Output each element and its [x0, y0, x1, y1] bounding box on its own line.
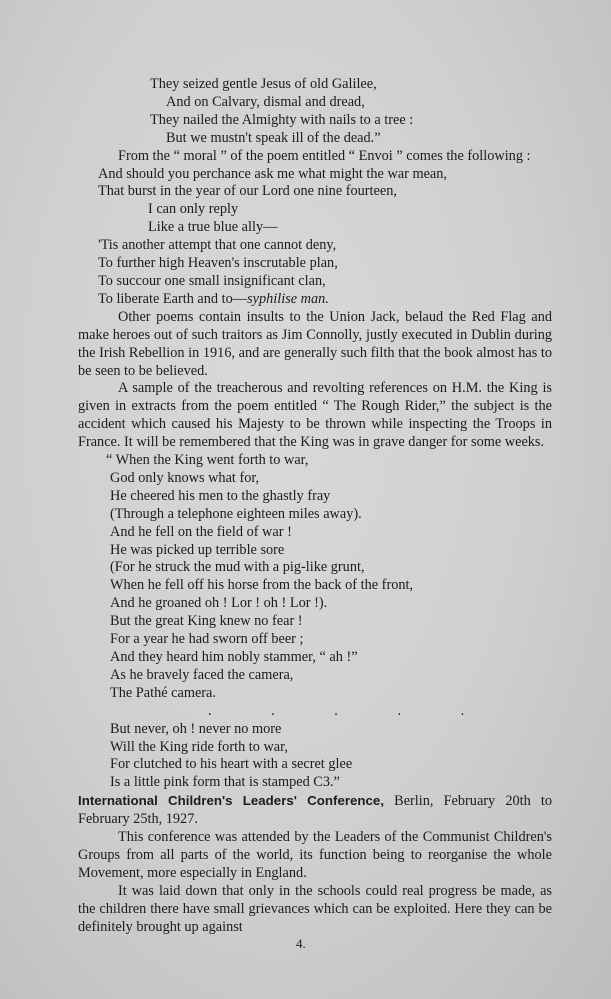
poem-line: And on Calvary, dismal and dread,: [166, 93, 365, 110]
poem-line: And they heard him nobly stammer, “ ah !”: [110, 649, 358, 665]
poem-line: Will the King ride forth to war,: [110, 738, 288, 755]
ellipsis-separator: . . . . .: [208, 702, 493, 719]
poem-crucifixion-stanza: [78, 76, 552, 148]
poem-line: They seized gentle Jesus of old Galilee,: [150, 76, 377, 92]
poem-line: To further high Heaven's inscrutable plan,: [98, 255, 338, 272]
poem-envoi-stanza: [78, 166, 552, 309]
paragraph-king: A sample of the treacherous and revolting references on H.M. the King is given in extracts from the poem entitled “ The Rough Rider,” the subject is the accident which caused his Majesty to be thrown while inspecting the Troops in France. It will be remembered that the King was in grave danger for some weeks.: [78, 380, 552, 451]
poem-line: (Through a telephone eighteen miles away).: [110, 505, 362, 522]
poem-line: But never, oh ! never no more: [110, 720, 282, 737]
heading-bold-title: International Children's Leaders' Conference,: [78, 793, 385, 809]
paragraph-conference: This conference was attended by the Leaders of the Communist Children's Groups from all parts of the world, its function being to reorganise the whole Movement, more especially in England.: [78, 829, 552, 881]
poem-line: “ When the King went forth to war,: [106, 452, 309, 469]
poem-line: But the great King knew no fear !: [110, 613, 303, 630]
poem-line: When he fell off his horse from the back of the front,: [110, 577, 414, 594]
poem-line: That burst in the year of our Lord one nine fourteen,: [98, 183, 397, 200]
poem-line: The Pathé camera.: [110, 684, 216, 701]
poem-line: As he bravely faced the camera,: [110, 666, 294, 683]
italic-phrase: syphilise man.: [247, 290, 329, 307]
poem-line: Is a little pink form that is stamped C3.”: [110, 774, 340, 791]
poem-line: God only knows what for,: [110, 469, 260, 486]
poem-line: For a year he had sworn off beer ;: [110, 631, 304, 648]
page-body: [78, 76, 552, 937]
poem-line: He was picked up terrible sore: [110, 541, 285, 558]
poem-line: For clutched to his heart with a secret glee: [110, 756, 353, 773]
poem-line: Like a true blue ally—: [148, 219, 278, 236]
poem-line: 'Tis another attempt that one cannot deny,: [98, 237, 337, 254]
page-number: 4.: [296, 936, 306, 951]
poem-line: To succour one small insignificant clan,: [98, 272, 326, 289]
poem-line: I can only reply: [148, 201, 239, 218]
paragraph-envoi-intro: From the “ moral ” of the poem entitled “ Envoi ” comes the following :: [118, 147, 531, 164]
poem-rough-rider: [78, 452, 552, 792]
poem-line: They nailed the Almighty with nails to a tree :: [150, 111, 414, 128]
heading-date: Berlin, February 20th to February 25th, 1927.: [78, 793, 552, 828]
poem-line: And he fell on the field of war !: [110, 523, 292, 540]
section-heading: [78, 792, 552, 829]
poem-line: And should you perchance ask me what might the war mean,: [98, 165, 447, 182]
poem-line: But we mustn't speak ill of the dead.”: [166, 129, 381, 146]
poem-line: And he groaned oh ! Lor ! oh ! Lor !).: [110, 595, 328, 612]
poem-line-text: To liberate Earth and to—: [98, 290, 248, 307]
paragraph-schools: It was laid down that only in the schools could real progress be made, as the children there have small grievances which can be exploited. Here they can be definitely brought up against: [78, 882, 552, 935]
poem-line-last: [78, 291, 552, 309]
poem-line: (For he struck the mud with a pig-like grunt,: [110, 559, 365, 576]
poem-line: He cheered his men to the ghastly fray: [110, 487, 331, 504]
paragraph-union-jack: Other poems contain insults to the Union Jack, belaud the Red Flag and make heroes out of such traitors as Jim Connolly, justly executed in Dublin during the Irish Rebellion in 1916, and are generally such filth that the book almost has to be seen to be believed.: [78, 308, 552, 379]
